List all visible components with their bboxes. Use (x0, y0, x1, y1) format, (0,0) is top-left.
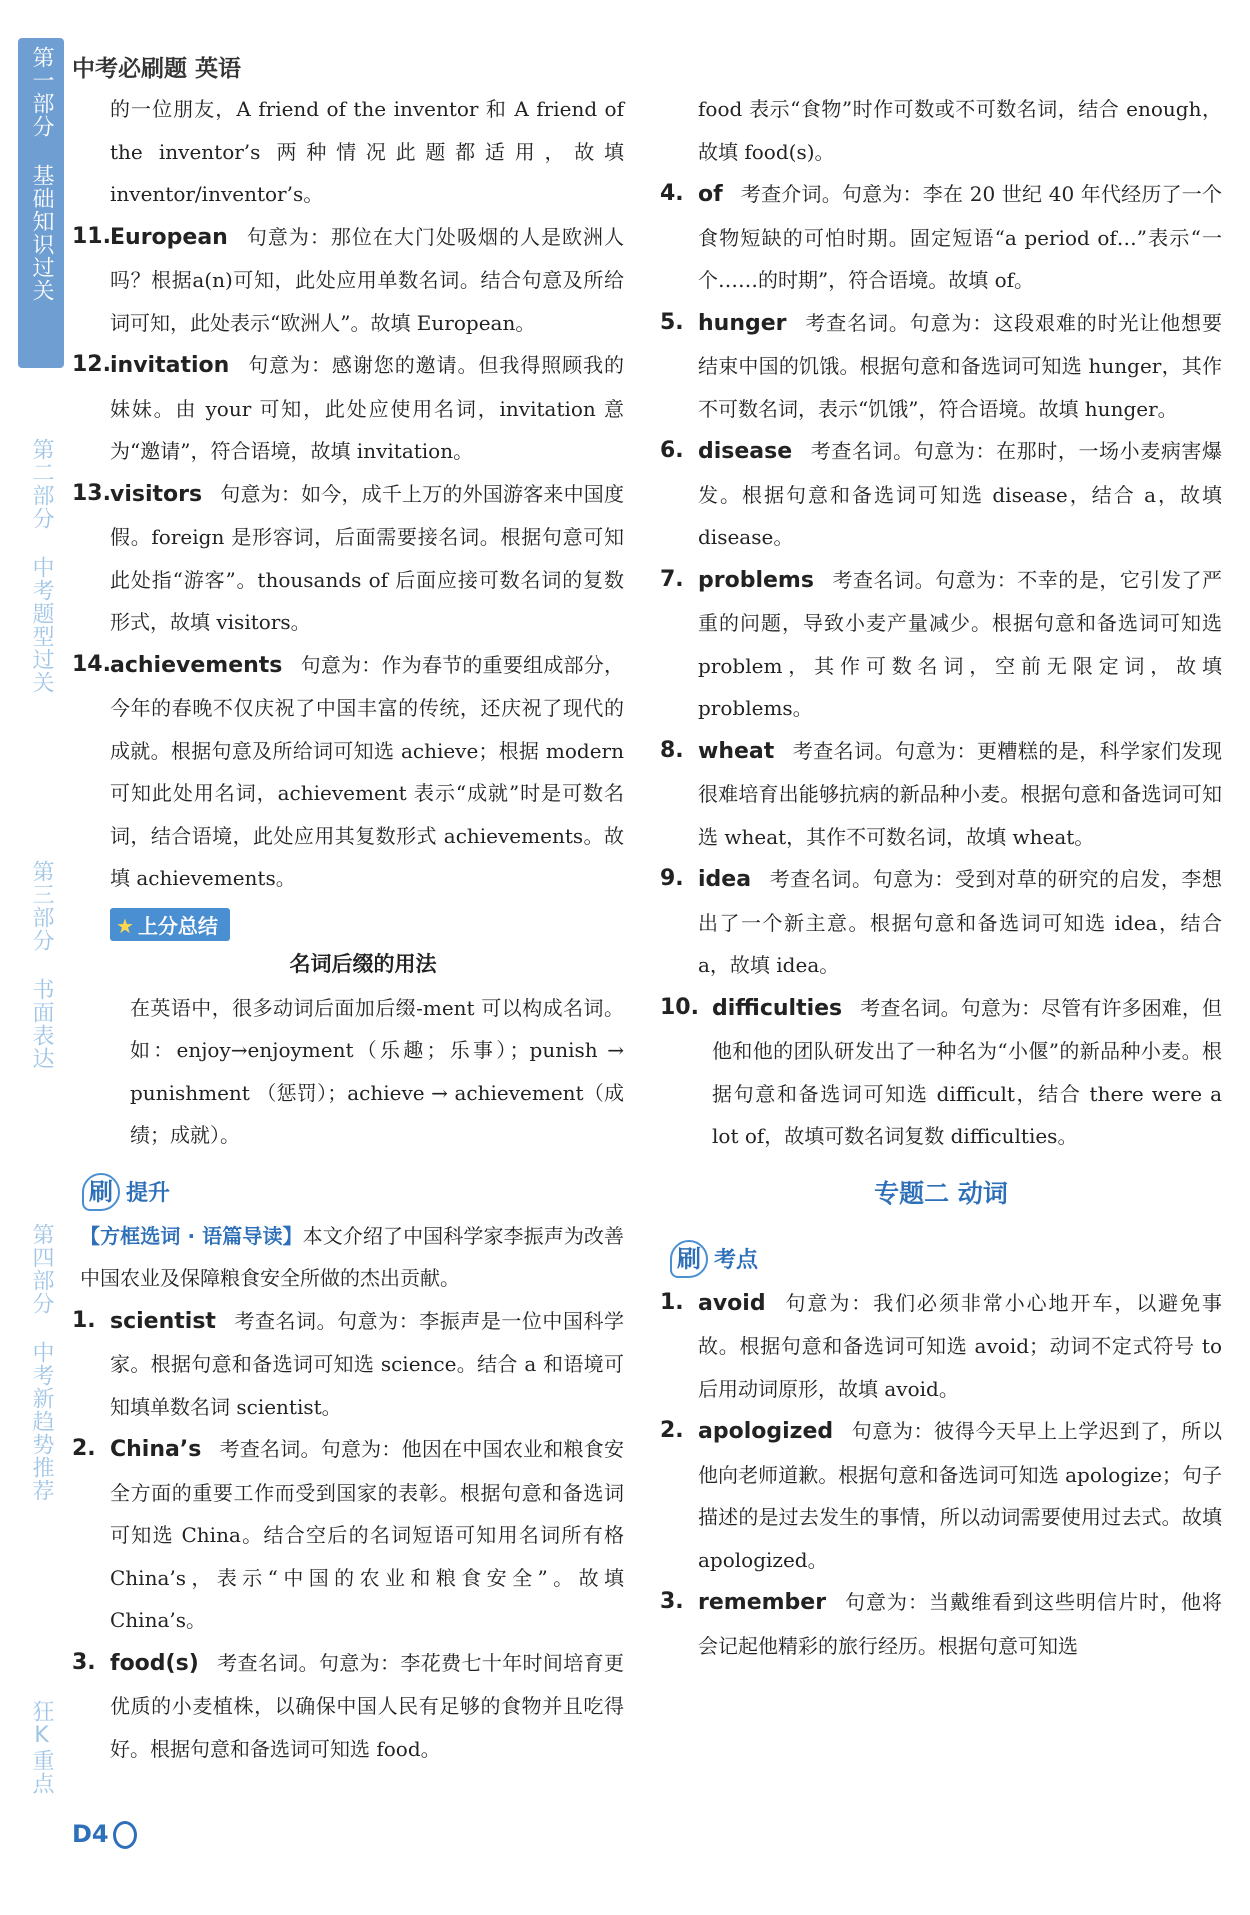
answer-item-2 (72, 1428, 624, 1642)
answer-item-12 (72, 344, 624, 473)
item-number: 2. (72, 1436, 96, 1461)
item-explanation: 考查名词。句意为：尽管有许多困难，但他和他的团队研发出了一种名为“小偃”的新品种小麦。根据句意和备选词可知选 difficult，结合 there were a lot of，故填可数名词复数 difficulties。 (712, 995, 1222, 1148)
item-answer: invitation (110, 353, 230, 378)
item-number: 7. (660, 566, 684, 592)
item-explanation: 考查名词。句意为：这段艰难的时光让他想要结束中国的饥饿。根据句意和备选词可知选 hunger，其作不可数名词，表示“饥饿”，符合语境。故填 hunger。 (698, 310, 1222, 421)
summary-label-text: 上分总结 (137, 913, 218, 938)
item-explanation: 考查名词。句意为：在那时，一场小麦病害爆发。根据句意和备选词可知选 disease，结合 a，故填 disease。 (698, 439, 1222, 549)
summary-body: 在英语中，很多动词后面加后缀-ment 可以构成名词。如：enjoy→enjoyment（乐趣；乐事）；punish → punishment （惩罚）；achieve → achievement（成绩；成就）。 (130, 995, 624, 1147)
answer-item-7 (660, 559, 1222, 730)
sidebar-part5-label: 狂K重点 (29, 1700, 54, 1795)
item-number: 10. (660, 994, 699, 1020)
item-answer: idea (698, 867, 752, 892)
item-number: 14. (72, 651, 111, 677)
item-answer: of (698, 182, 723, 207)
sidebar-part4 (18, 1223, 64, 1502)
sidebar-part1-label: 第一部分 基础知识过关 (29, 46, 54, 302)
item-answer: problems (698, 567, 814, 593)
section-heading-kaodian (670, 1240, 1222, 1278)
item-answer: European (110, 224, 228, 250)
thermometer-icon (113, 1821, 137, 1849)
item-answer: avoid (698, 1290, 766, 1316)
item-answer: China’s (110, 1437, 202, 1462)
item-number: 1. (660, 1289, 684, 1315)
answer-item-5 (660, 302, 1222, 431)
sidebar-part3-label: 第三部分 书面表达 (29, 860, 54, 1070)
item-number: 6. (660, 438, 684, 463)
sidebar-part5 (18, 1700, 64, 1795)
item-answer: wheat (698, 738, 775, 764)
item-number: 11. (72, 223, 111, 249)
item-number: 13. (72, 480, 111, 506)
summary-label (110, 908, 230, 941)
item-explanation: 句意为：感谢您的邀请。但我得照顾我的妹妹。由 your 可知，此处应使用名词，invitation 意为“邀请”，符合语境，故填 invitation。 (110, 353, 624, 463)
item-number: 1. (72, 1307, 96, 1333)
brush-badge-icon: 刷 (82, 1173, 120, 1211)
item-answer: remember (698, 1590, 827, 1615)
section-heading-tisheng (82, 1173, 624, 1211)
item-explanation: 句意为：当戴维看到这些明信片时，他将会记起他精彩的旅行经历。根据句意可知选 (698, 1590, 1222, 1658)
answer-item-1 (660, 1282, 1222, 1411)
intro-tag: 【方框选词 · 语篇导读】 (80, 1223, 303, 1248)
page-number-text: D4 (72, 1820, 109, 1848)
item-number: 4. (660, 181, 684, 206)
item-explanation: 考查名词。句意为：更糟糕的是，科学家们发现很难培育出能够抗病的新品种小麦。根据句意和备选词可知选 wheat，其作不可数名词，故填 wheat。 (698, 738, 1222, 849)
item-answer: difficulties (712, 995, 843, 1021)
item-number: 9. (660, 866, 684, 891)
item-explanation: 句意为：彼得今天早上上学迟到了，所以他向老师道歉。根据句意和备选词可知选 apologize；句子描述的是过去发生的事情，所以动词需要使用过去式。故填 apologized。 (698, 1419, 1222, 1572)
section-label: 提升 (126, 1181, 171, 1206)
answer-item-3 (660, 1581, 1222, 1667)
item-explanation: 考查介词。句意为：李在 20 世纪 40 年代经历了一个食物短缺的可怕时期。固定短语“a period of…”表示“一个……的时期”，符合语境。故填 of。 (698, 182, 1222, 292)
item-answer: apologized (698, 1419, 834, 1444)
item-explanation: 考查名词。句意为：不幸的是，它引发了严重的问题，导致小麦产量减少。根据句意和备选词可知选 problem，其作可数名词，空前无限定词，故填 problems。 (698, 567, 1222, 720)
sidebar-part1 (18, 38, 64, 368)
sidebar-part2-label: 第二部分 中考题型过关 (29, 438, 54, 694)
item-explanation: 句意为：那位在大门处吸烟的人是欧洲人吗？根据a(n)可知，此处应用单数名词。结合句意及所给词可知，此处表示“欧洲人”。故填 European。 (110, 224, 624, 335)
item-explanation: 句意为：我们必须非常小心地开车，以避免事故。根据句意和备选词可知选 avoid；动词不定式符号 to 后用动词原形，故填 avoid。 (698, 1290, 1222, 1401)
item-explanation: 考查名词。句意为：李振声是一位中国科学家。根据句意和备选词可知选 science。结合 a 和语境可知填单数名词 scientist。 (110, 1308, 624, 1419)
item-number: 2. (660, 1418, 684, 1443)
item-answer: food(s) (110, 1650, 199, 1676)
summary-title: 名词后缀的用法 (289, 951, 437, 976)
item-answer: scientist (110, 1308, 216, 1334)
continued-text: food 表示“食物”时作可数或不可数名词，结合 enough，故填 food(s)。 (698, 97, 1222, 164)
answer-item-10 (660, 987, 1222, 1158)
page-header: 中考必刷题 英语 (72, 56, 242, 82)
item-number: 8. (660, 737, 684, 763)
intro-text: 本文介绍了中国科学家李振声为改善中国农业及保障粮食安全所做的杰出贡献。 (80, 1223, 624, 1290)
topic-title: 专题二 动词 (874, 1178, 1008, 1208)
section-label: 考点 (714, 1248, 759, 1273)
item-explanation: 考查名词。句意为：李花费七十年时间培育更优质的小麦植株，以确保中国人民有足够的食物并且吃得好。根据句意和备选词可知选 food。 (110, 1650, 624, 1761)
answer-item-11 (72, 216, 624, 345)
continued-text: 的一位朋友，A friend of the inventor 和 A friend of the inventor’s 两种情况此题都适用，故填 inventor/inventor’s。 (110, 97, 624, 206)
answer-item-14 (72, 644, 624, 900)
answer-item-1 (72, 1300, 624, 1429)
sidebar-part4-label: 第四部分 中考新趋势推荐 (29, 1223, 54, 1502)
answer-item-3 (72, 1642, 624, 1771)
item-explanation: 句意为：如今，成千上万的外国游客来中国度假。foreign 是形容词，后面需要接名词。根据句意可知此处指“游客”。thousands of 后面应接可数名词的复数形式，故填 visitors。 (110, 481, 624, 634)
item-explanation: 句意为：作为春节的重要组成部分，今年的春晚不仅庆祝了中国丰富的传统，还庆祝了现代的成就。根据句意及所给词可知选 achieve；根据 modern 可知此处用名词，achievement 表示“成就”时是可数名词，结合语境，此处应用其复数形式 achievements。故填 achievements。 (110, 652, 624, 890)
page-number (72, 1820, 137, 1849)
answer-item-8 (660, 730, 1222, 859)
item-answer: visitors (110, 481, 203, 507)
left-column (72, 88, 624, 1770)
passage-intro (72, 1215, 624, 1300)
item-explanation: 考查名词。句意为：受到对草的研究的启发，李想出了一个新主意。根据句意和备选词可知选 idea，结合 a，故填 idea。 (698, 867, 1222, 977)
sidebar-part3 (18, 860, 64, 1070)
item-number: 5. (660, 309, 684, 335)
item-explanation: 考查名词。句意为：他因在中国农业和粮食安全方面的重要工作而受到国家的表彰。根据句意和备选词可知选 China。结合空后的名词短语可知用名词所有格 China’s，表示“中国的农业和粮食安全”。故填 China’s。 (110, 1437, 624, 1632)
item-answer: achievements (110, 652, 283, 678)
answer-item-2 (660, 1410, 1222, 1581)
sidebar-part2 (18, 438, 64, 694)
answer-item-4 (660, 173, 1222, 302)
answer-item-9 (660, 858, 1222, 987)
item-number: 12. (72, 352, 111, 377)
brush-badge-icon: 刷 (670, 1240, 708, 1278)
item-answer: hunger (698, 310, 787, 336)
item-number: 3. (660, 1589, 684, 1614)
right-column (660, 88, 1222, 1667)
answer-item-13 (72, 473, 624, 644)
answer-item-6 (660, 430, 1222, 559)
item-answer: disease (698, 439, 793, 464)
star-icon: ★ (116, 913, 134, 938)
item-number: 3. (72, 1649, 96, 1675)
